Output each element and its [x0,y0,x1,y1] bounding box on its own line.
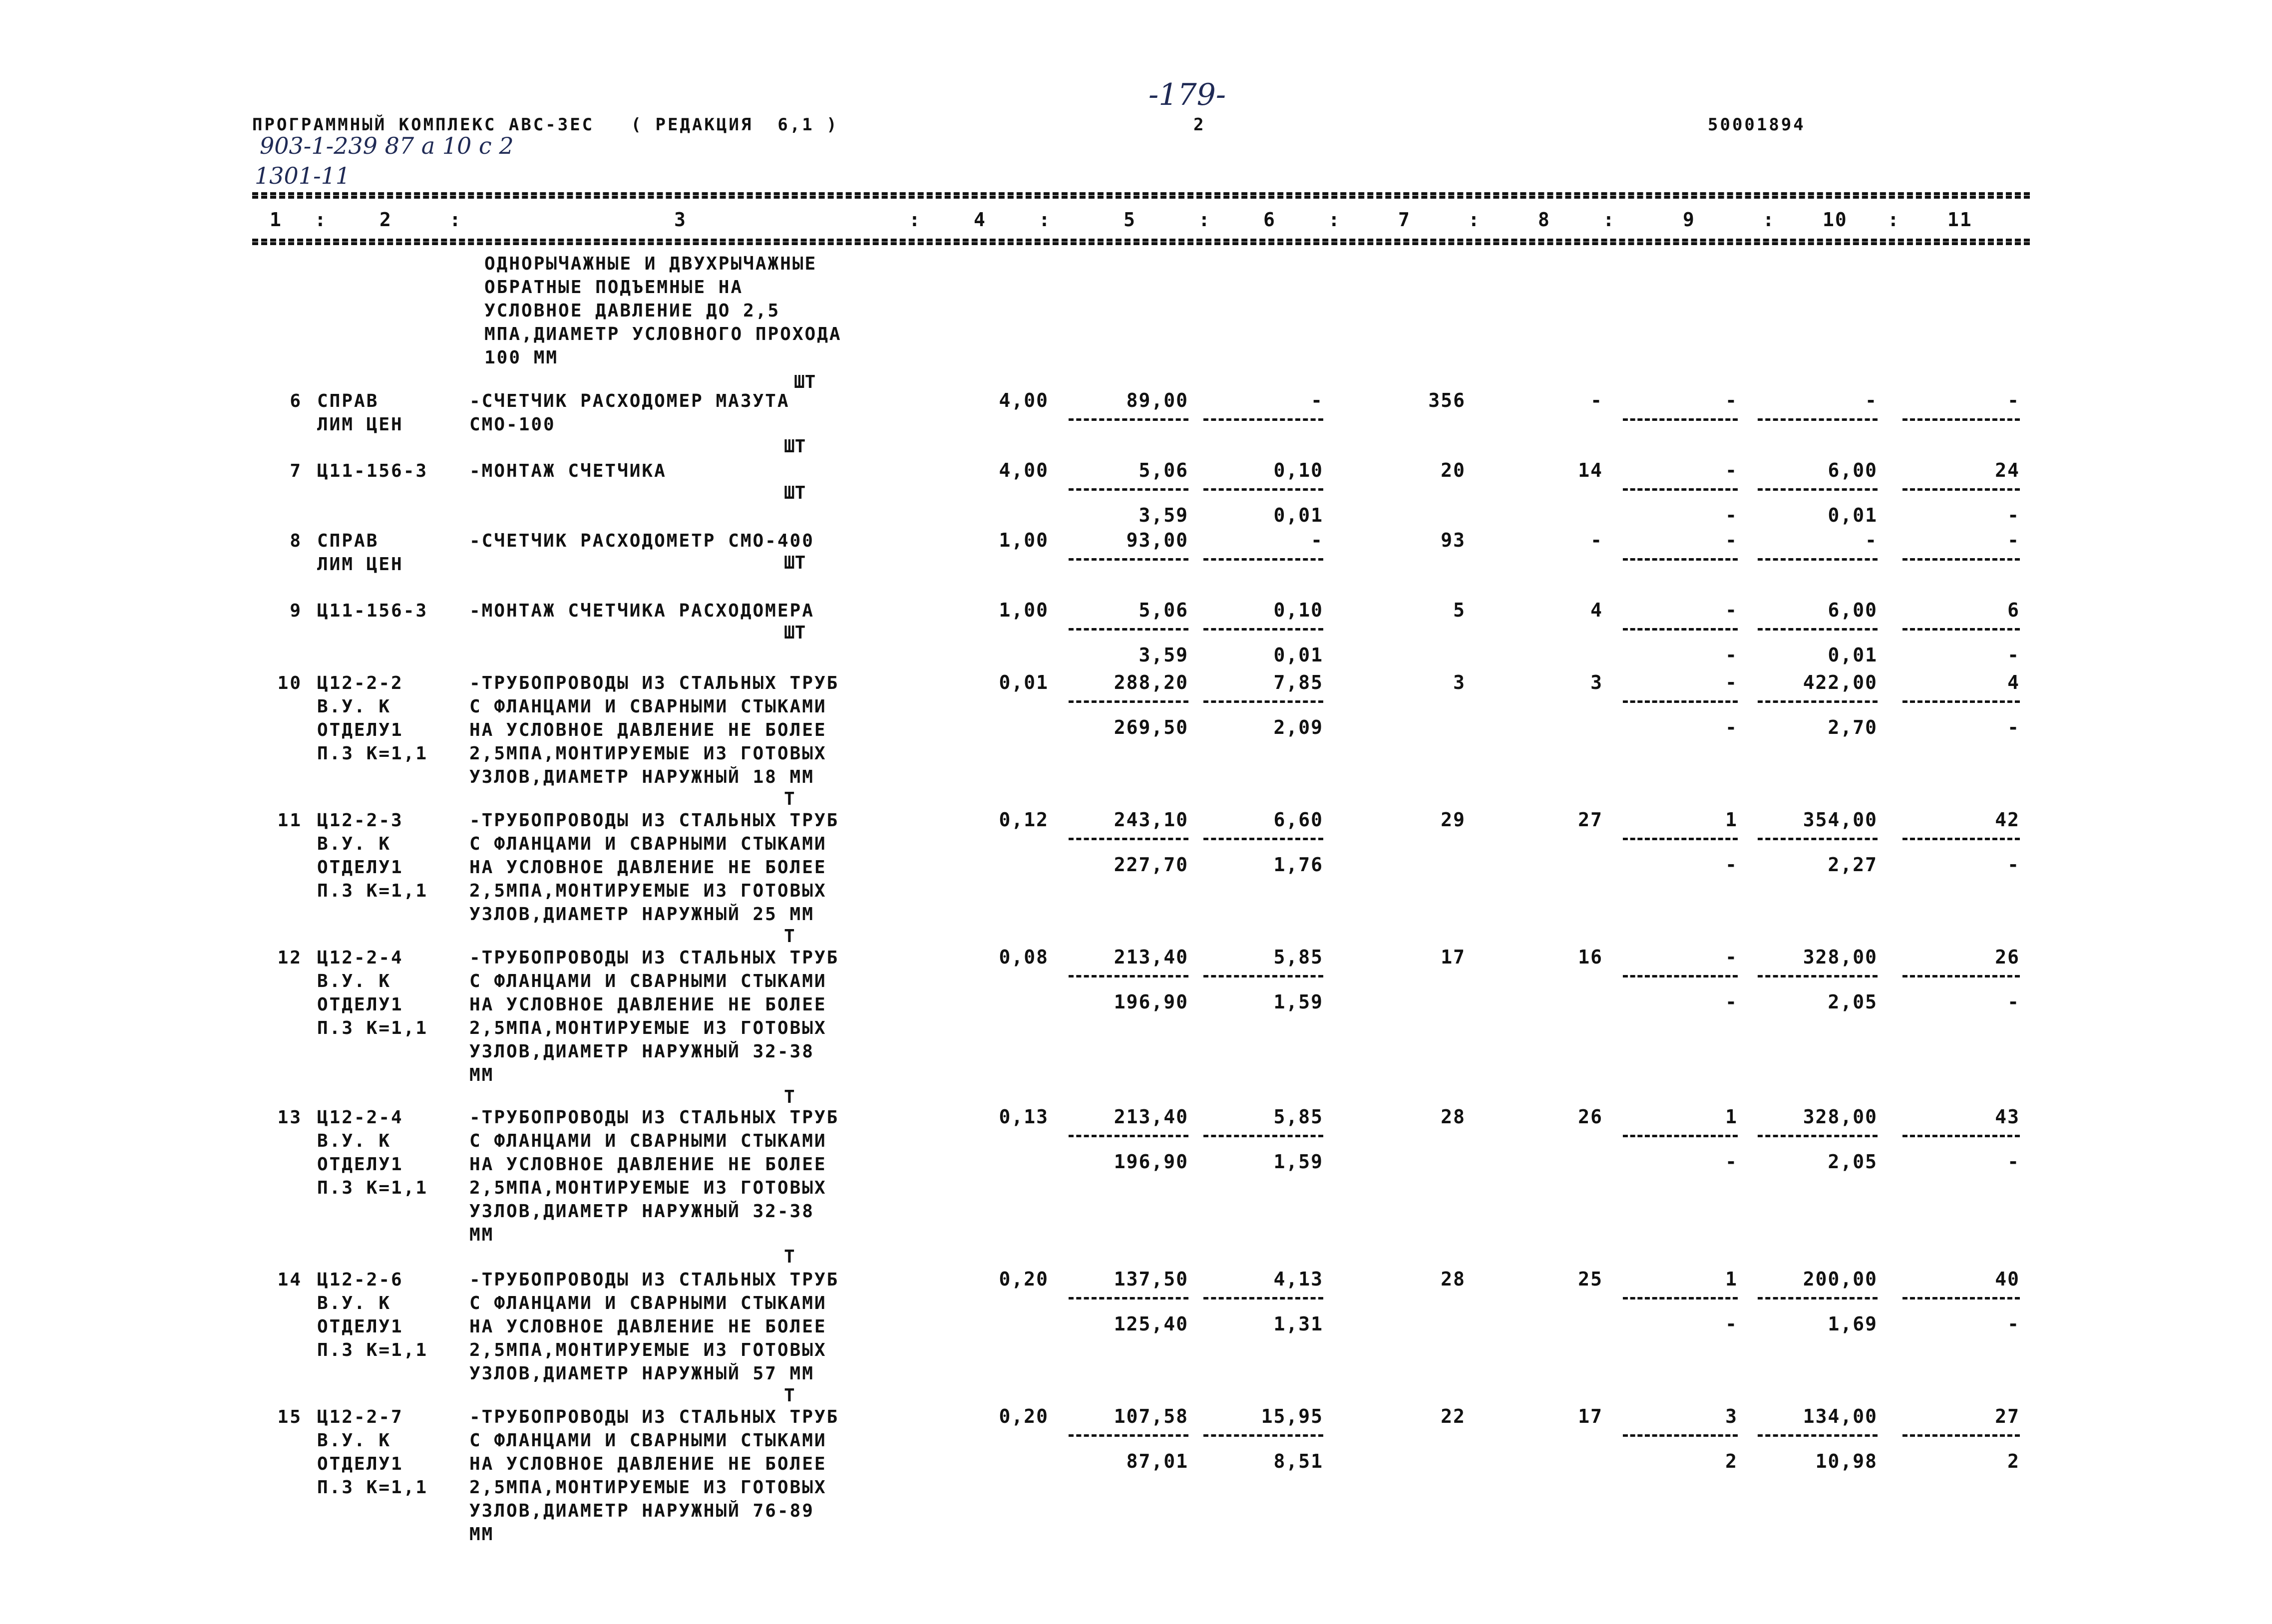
row-col6-top: 7,85 [1273,671,1323,693]
row-col8: 16 [1578,946,1603,968]
row-col9-bottom: - [1725,991,1738,1013]
row-col11-bottom: - [2007,1151,2020,1173]
header-rule-bottom [252,239,2030,242]
row-rate-code: П.3 К=1,1 [317,1340,428,1360]
col11-separator [1902,1135,2020,1137]
page-number: -179- [1148,77,1226,112]
row-col10-top: - [1865,529,1878,551]
row-description-line: -МОНТАЖ СЧЕТЧИКА РАСХОДОМЕРА [469,601,814,621]
row-col10-top: 134,00 [1803,1405,1878,1427]
row-description-line: С ФЛАНЦАМИ И СВАРНЫМИ СТЫКАМИ [469,971,827,991]
row-col11-top: - [2007,389,2020,411]
row-rate-code: ОТДЕЛУ1 [317,1316,403,1337]
row-col5-bottom: 87,01 [1126,1450,1188,1472]
col5-separator [1069,418,1188,421]
row-description-line: 2,5МПА,МОНТИРУЕМЫЕ ИЗ ГОТОВЫХ [469,743,827,764]
col6-separator [1203,1297,1323,1299]
col10-separator [1758,1297,1878,1299]
col5-separator [1069,700,1188,703]
row-col7: 17 [1441,946,1466,968]
row-col10-bottom: 2,05 [1828,991,1878,1013]
col10-separator [1758,838,1878,840]
col10-separator [1758,1135,1878,1137]
row-col7: 356 [1428,389,1466,411]
row-col11-top: 4 [2007,671,2020,693]
row-number: 15 [277,1407,302,1427]
row-col6-bottom: 8,51 [1273,1450,1323,1472]
row-col9-bottom: - [1725,1313,1738,1335]
row-description-line: ММ [469,1065,494,1085]
row-col6-bottom: 2,09 [1273,716,1323,738]
row-col10-top: - [1865,389,1878,411]
row-col11-bottom: - [2007,644,2020,666]
col5-separator [1069,1297,1188,1299]
col10-separator [1758,1434,1878,1437]
row-description-line: -ТРУБОПРОВОДЫ ИЗ СТАЛЬНЫХ ТРУБ [469,1107,839,1128]
row-col6-top: 5,85 [1273,946,1323,968]
row-col6-top: - [1311,389,1323,411]
row-col8: 25 [1578,1268,1603,1290]
row-rate-code: СПРАВ [317,391,379,411]
row-col7: 28 [1441,1268,1466,1290]
row-number: 12 [277,948,302,968]
row-rate-code: ОТДЕЛУ1 [317,994,403,1015]
row-col9-top: - [1725,946,1738,968]
row-rate-code: Ц11-156-3 [317,601,428,621]
row-description-line: ММ [469,1524,494,1545]
row-col5-bottom: 196,90 [1114,1151,1188,1173]
col10-separator [1758,975,1878,977]
row-quantity: 0,20 [999,1405,1049,1427]
column-separator: : [315,209,327,231]
column-number: 3 [674,209,687,231]
row-col9-top: - [1725,459,1738,481]
col5-separator [1069,558,1188,561]
row-col10-top: 328,00 [1803,946,1878,968]
row-number: 7 [290,461,302,481]
row-col11-bottom: - [2007,1313,2020,1335]
column-separator: : [1603,209,1615,231]
row-col6-bottom: 1,59 [1273,1151,1323,1173]
row-quantity: 0,20 [999,1268,1049,1290]
row-col11-bottom: - [2007,854,2020,876]
col11-separator [1902,975,2020,977]
col5-separator [1069,488,1188,491]
row-rate-code: П.3 К=1,1 [317,1018,428,1038]
col9-separator [1623,1297,1738,1299]
column-number: 6 [1263,209,1276,231]
row-rate-code: В.У. К [317,1293,391,1313]
row-col11-top: 43 [1995,1106,2020,1128]
row-rate-code: ЛИМ ЦЕН [317,414,403,435]
row-col6-top: 4,13 [1273,1268,1323,1290]
row-description-line: -ТРУБОПРОВОДЫ ИЗ СТАЛЬНЫХ ТРУБ [469,673,839,693]
col9-separator [1623,418,1738,421]
row-col11-bottom: 2 [2007,1450,2020,1472]
column-number: 8 [1538,209,1550,231]
row-rate-code: Ц12-2-7 [317,1407,403,1427]
row-rate-code: П.3 К=1,1 [317,743,428,764]
row-col6-bottom: 0,01 [1273,504,1323,526]
col11-separator [1902,1434,2020,1437]
row-col6-top: - [1311,529,1323,551]
row-col10-bottom: 10,98 [1815,1450,1878,1472]
row-description-line: С ФЛАНЦАМИ И СВАРНЫМИ СТЫКАМИ [469,1293,827,1313]
row-quantity: 0,13 [999,1106,1049,1128]
row-description-line: -ТРУБОПРОВОДЫ ИЗ СТАЛЬНЫХ ТРУБ [469,1407,839,1427]
column-number: 2 [379,209,392,231]
column-number: 5 [1124,209,1136,231]
row-col9-top: 3 [1725,1405,1738,1427]
row-description-line: С ФЛАНЦАМИ И СВАРНЫМИ СТЫКАМИ [469,1131,827,1151]
row-col7: 5 [1453,599,1466,621]
row-description-line: С ФЛАНЦАМИ И СВАРНЫМИ СТЫКАМИ [469,834,827,854]
row-unit: Т [784,1247,795,1267]
col9-separator [1623,838,1738,840]
row-description-line: УЗЛОВ,ДИАМЕТР НАРУЖНЫЙ 18 ММ [469,767,814,787]
row-col10-top: 6,00 [1828,599,1878,621]
row-col11-top: 26 [1995,946,2020,968]
row-rate-code: В.У. К [317,1430,391,1451]
row-description-line: УЗЛОВ,ДИАМЕТР НАРУЖНЫЙ 32-38 [469,1201,814,1222]
row-number: 6 [290,391,302,411]
unit-label: ШТ [794,372,816,392]
col10-separator [1758,700,1878,703]
row-unit: Т [784,789,795,809]
row-col6-bottom: 1,59 [1273,991,1323,1013]
header-rule-bottom-2 [252,242,2030,245]
row-col8: 14 [1578,459,1603,481]
row-col10-bottom: 0,01 [1828,504,1878,526]
row-col11-top: 24 [1995,459,2020,481]
row-col7: 28 [1441,1106,1466,1128]
row-unit: ШТ [784,553,806,573]
row-col8: 17 [1578,1405,1603,1427]
col10-separator [1758,418,1878,421]
row-col8: 26 [1578,1106,1603,1128]
column-number: 11 [1947,209,1972,231]
col5-separator [1069,975,1188,977]
row-col5-top: 213,40 [1114,946,1188,968]
col9-separator [1623,975,1738,977]
row-col11-bottom: - [2007,716,2020,738]
row-rate-code: Ц12-2-4 [317,948,403,968]
row-description-line: НА УСЛОВНОЕ ДАВЛЕНИЕ НЕ БОЛЕЕ [469,994,827,1015]
row-col8: 3 [1590,671,1603,693]
column-separator: : [1328,209,1341,231]
row-col10-bottom: 2,05 [1828,1151,1878,1173]
row-col9-bottom: - [1725,854,1738,876]
col6-separator [1203,975,1323,977]
document-code: 50001894 [1708,115,1806,135]
row-col6-bottom: 0,01 [1273,644,1323,666]
row-number: 10 [277,673,302,693]
column-separator: : [1198,209,1211,231]
row-col6-top: 0,10 [1273,459,1323,481]
col5-separator [1069,1135,1188,1137]
row-col10-top: 328,00 [1803,1106,1878,1128]
row-description-line: -СЧЕТЧИК РАСХОДОМЕР МАЗУТА [469,391,790,411]
col5-separator [1069,628,1188,631]
row-col5-top: 93,00 [1126,529,1188,551]
row-col5-top: 89,00 [1126,389,1188,411]
row-description-line: НА УСЛОВНОЕ ДАВЛЕНИЕ НЕ БОЛЕЕ [469,1154,827,1175]
row-description-line: УЗЛОВ,ДИАМЕТР НАРУЖНЫЙ 32-38 [469,1041,814,1062]
row-col5-bottom: 125,40 [1114,1313,1188,1335]
col9-separator [1623,1135,1738,1137]
row-description-line: С ФЛАНЦАМИ И СВАРНЫМИ СТЫКАМИ [469,1430,827,1451]
row-col7: 3 [1453,671,1466,693]
column-number: 10 [1823,209,1848,231]
row-rate-code: ОТДЕЛУ1 [317,1454,403,1474]
col9-separator [1623,1434,1738,1437]
row-col11-bottom: - [2007,991,2020,1013]
row-col10-bottom: 0,01 [1828,644,1878,666]
row-col9-top: 1 [1725,1268,1738,1290]
row-description-line: -МОНТАЖ СЧЕТЧИКА [469,461,667,481]
row-rate-code: Ц12-2-6 [317,1270,403,1290]
row-col5-bottom: 3,59 [1138,504,1188,526]
row-rate-code: ОТДЕЛУ1 [317,720,403,740]
row-description-line: -СЧЕТЧИК РАСХОДОМЕТР СМО-400 [469,531,814,551]
row-rate-code: П.3 К=1,1 [317,1477,428,1498]
col6-separator [1203,418,1323,421]
col5-separator [1069,838,1188,840]
row-col11-top: 40 [1995,1268,2020,1290]
row-col5-top: 5,06 [1138,459,1188,481]
row-col5-top: 288,20 [1114,671,1188,693]
row-col9-bottom: - [1725,716,1738,738]
row-col11-top: - [2007,529,2020,551]
row-rate-code: В.У. К [317,1131,391,1151]
handwritten-project-code: 903-1-239 87 а 10 с 2 [260,132,514,159]
row-description-line: НА УСЛОВНОЕ ДАВЛЕНИЕ НЕ БОЛЕЕ [469,857,827,878]
row-unit: ШТ [784,436,806,457]
row-description-line: 2,5МПА,МОНТИРУЕМЫЕ ИЗ ГОТОВЫХ [469,1477,827,1498]
header-rule-top [252,192,2030,195]
row-description-line: СМО-100 [469,414,556,435]
column-number: 4 [974,209,986,231]
col9-separator [1623,488,1738,491]
row-number: 9 [290,601,302,621]
row-col5-top: 5,06 [1138,599,1188,621]
row-col9-top: 1 [1725,1106,1738,1128]
col11-separator [1902,700,2020,703]
intro-text-line: МПА,ДИАМЕТР УСЛОВНОГО ПРОХОДА [484,324,842,344]
row-rate-code: П.3 К=1,1 [317,881,428,901]
column-number: 9 [1683,209,1695,231]
col10-separator [1758,558,1878,561]
row-col6-top: 15,95 [1261,1405,1323,1427]
column-separator: : [1888,209,1900,231]
col5-separator [1069,1434,1188,1437]
row-description-line: УЗЛОВ,ДИАМЕТР НАРУЖНЫЙ 76-89 [469,1501,814,1521]
row-description-line: 2,5МПА,МОНТИРУЕМЫЕ ИЗ ГОТОВЫХ [469,1178,827,1198]
sheet-number: 2 [1193,115,1206,135]
row-rate-code: Ц12-2-2 [317,673,403,693]
row-unit: ШТ [784,623,806,643]
col9-separator [1623,628,1738,631]
row-rate-code: П.3 К=1,1 [317,1178,428,1198]
row-col11-top: 42 [1995,809,2020,831]
row-quantity: 1,00 [999,529,1049,551]
row-col9-top: 1 [1725,809,1738,831]
row-rate-code: В.У. К [317,696,391,717]
row-description-line: НА УСЛОВНОЕ ДАВЛЕНИЕ НЕ БОЛЕЕ [469,1454,827,1474]
col9-separator [1623,700,1738,703]
col11-separator [1902,1297,2020,1299]
row-col11-top: 6 [2007,599,2020,621]
col11-separator [1902,418,2020,421]
column-number: 7 [1398,209,1411,231]
row-rate-code: В.У. К [317,834,391,854]
row-number: 11 [277,810,302,831]
row-col9-top: - [1725,599,1738,621]
row-col9-bottom: - [1725,1151,1738,1173]
row-col6-top: 0,10 [1273,599,1323,621]
row-col7: 29 [1441,809,1466,831]
column-separator: : [1039,209,1051,231]
row-quantity: 1,00 [999,599,1049,621]
row-description-line: НА УСЛОВНОЕ ДАВЛЕНИЕ НЕ БОЛЕЕ [469,1316,827,1337]
col11-separator [1902,488,2020,491]
row-quantity: 0,01 [999,671,1049,693]
row-unit: Т [784,1087,795,1107]
row-rate-code: СПРАВ [317,531,379,551]
col11-separator [1902,838,2020,840]
intro-text-line: УСЛОВНОЕ ДАВЛЕНИЕ ДО 2,5 [484,301,780,321]
row-rate-code: ОТДЕЛУ1 [317,857,403,878]
program-title: ПРОГРАММНЫЙ КОМПЛЕКС АВС-ЗЕС ( РЕДАКЦИЯ 6,1 ) [252,115,839,135]
row-rate-code: ЛИМ ЦЕН [317,554,403,575]
row-description-line: 2,5МПА,МОНТИРУЕМЫЕ ИЗ ГОТОВЫХ [469,1018,827,1038]
col6-separator [1203,1434,1323,1437]
row-col9-top: - [1725,529,1738,551]
col6-separator [1203,628,1323,631]
intro-text-line: ОДНОРЫЧАЖНЫЕ И ДВУХРЫЧАЖНЫЕ [484,254,817,274]
intro-text-line: 100 ММ [484,347,559,368]
row-description-line: -ТРУБОПРОВОДЫ ИЗ СТАЛЬНЫХ ТРУБ [469,1270,839,1290]
row-description-line: УЗЛОВ,ДИАМЕТР НАРУЖНЫЙ 25 ММ [469,904,814,925]
row-col5-top: 213,40 [1114,1106,1188,1128]
row-description-line: 2,5МПА,МОНТИРУЕМЫЕ ИЗ ГОТОВЫХ [469,881,827,901]
row-rate-code: ОТДЕЛУ1 [317,1154,403,1175]
row-rate-code: Ц11-156-3 [317,461,428,481]
row-col9-bottom: 2 [1725,1450,1738,1472]
row-col5-bottom: 269,50 [1114,716,1188,738]
row-quantity: 4,00 [999,459,1049,481]
column-separator: : [1763,209,1775,231]
row-col10-bottom: 2,27 [1828,854,1878,876]
row-col10-top: 6,00 [1828,459,1878,481]
col6-separator [1203,838,1323,840]
row-col10-bottom: 2,70 [1828,716,1878,738]
col6-separator [1203,558,1323,561]
row-number: 14 [277,1270,302,1290]
row-col10-bottom: 1,69 [1828,1313,1878,1335]
row-description-line: НА УСЛОВНОЕ ДАВЛЕНИЕ НЕ БОЛЕЕ [469,720,827,740]
row-description-line: -ТРУБОПРОВОДЫ ИЗ СТАЛЬНЫХ ТРУБ [469,810,839,831]
intro-text-line: ОБРАТНЫЕ ПОДЪЕМНЫЕ НА [484,277,744,298]
col6-separator [1203,700,1323,703]
row-col5-bottom: 3,59 [1138,644,1188,666]
column-number: 1 [270,209,282,231]
column-separator: : [909,209,921,231]
column-separator: : [1468,209,1481,231]
row-col5-bottom: 227,70 [1114,854,1188,876]
row-col10-top: 200,00 [1803,1268,1878,1290]
row-rate-code: Ц12-2-4 [317,1107,403,1128]
row-unit: Т [784,1385,795,1406]
row-number: 13 [277,1107,302,1128]
row-col8: 27 [1578,809,1603,831]
row-col9-bottom: - [1725,644,1738,666]
row-quantity: 4,00 [999,389,1049,411]
row-col6-bottom: 1,76 [1273,854,1323,876]
row-col6-top: 5,85 [1273,1106,1323,1128]
row-col5-top: 107,58 [1114,1405,1188,1427]
row-description-line: С ФЛАНЦАМИ И СВАРНЫМИ СТЫКАМИ [469,696,827,717]
row-number: 8 [290,531,302,551]
row-col6-top: 6,60 [1273,809,1323,831]
row-col11-bottom: - [2007,504,2020,526]
row-col5-bottom: 196,90 [1114,991,1188,1013]
col11-separator [1902,628,2020,631]
row-col7: 93 [1441,529,1466,551]
column-separator: : [449,209,462,231]
row-col7: 22 [1441,1405,1466,1427]
row-description-line: -ТРУБОПРОВОДЫ ИЗ СТАЛЬНЫХ ТРУБ [469,948,839,968]
row-description-line: 2,5МПА,МОНТИРУЕМЫЕ ИЗ ГОТОВЫХ [469,1340,827,1360]
col9-separator [1623,558,1738,561]
handwritten-sheet-code: 1301-11 [255,162,351,189]
row-col7: 20 [1441,459,1466,481]
col10-separator [1758,488,1878,491]
row-col8: 4 [1590,599,1603,621]
col11-separator [1902,558,2020,561]
row-col10-top: 422,00 [1803,671,1878,693]
row-col6-bottom: 1,31 [1273,1313,1323,1335]
row-col8: - [1590,389,1603,411]
row-description-line: ММ [469,1225,494,1245]
row-quantity: 0,12 [999,809,1049,831]
row-rate-code: Ц12-2-3 [317,810,403,831]
col6-separator [1203,488,1323,491]
col6-separator [1203,1135,1323,1137]
row-col10-top: 354,00 [1803,809,1878,831]
row-col9-bottom: - [1725,504,1738,526]
col10-separator [1758,628,1878,631]
row-col5-top: 137,50 [1114,1268,1188,1290]
row-unit: ШТ [784,483,806,503]
row-description-line: УЗЛОВ,ДИАМЕТР НАРУЖНЫЙ 57 ММ [469,1363,814,1384]
row-col11-top: 27 [1995,1405,2020,1427]
row-col9-top: - [1725,389,1738,411]
row-rate-code: В.У. К [317,971,391,991]
row-col8: - [1590,529,1603,551]
row-unit: Т [784,926,795,947]
row-col9-top: - [1725,671,1738,693]
header-rule-top-2 [252,196,2030,199]
row-quantity: 0,08 [999,946,1049,968]
row-col5-top: 243,10 [1114,809,1188,831]
